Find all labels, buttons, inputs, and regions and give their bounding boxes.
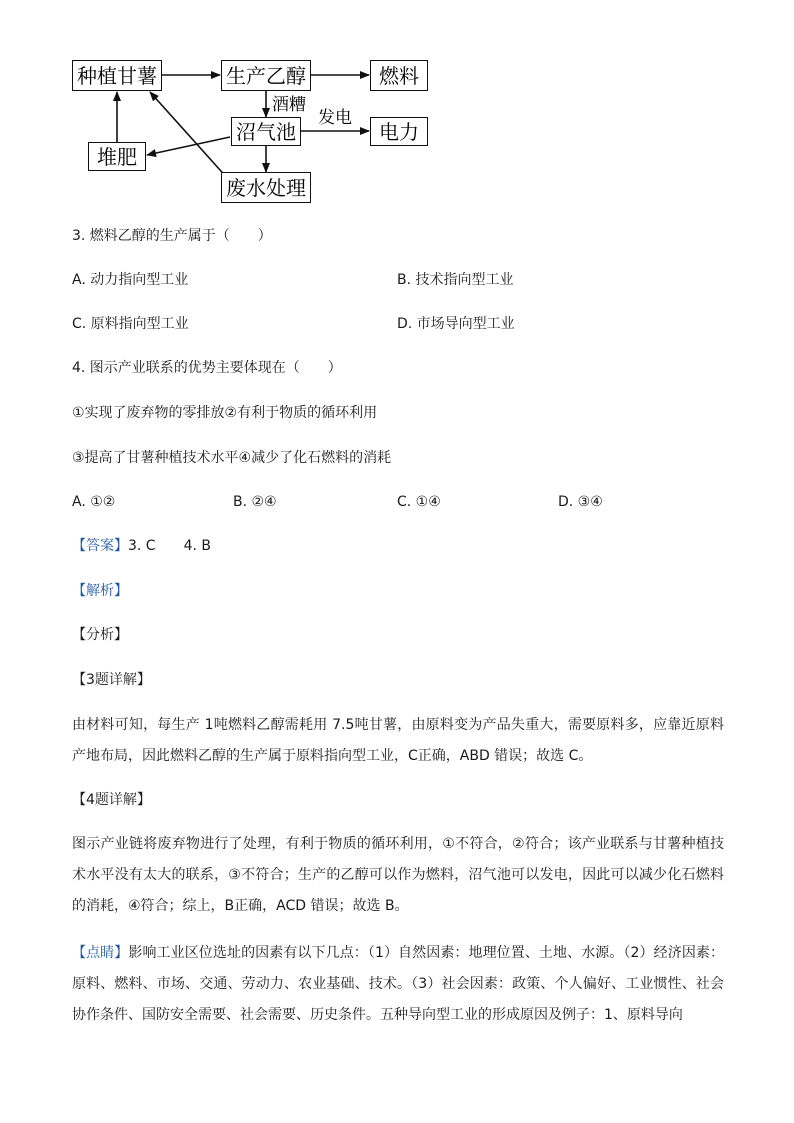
detail-3-text: 由材料可知，每生产 1吨燃料乙醇需耗用 7.5吨甘薯，由原料变为产品失重大，需要原料多，应靠近原料产地布局，因此燃料乙醇的生产属于原料指向型工业，C正确，ABD 错误；故选 C。 bbox=[72, 717, 724, 764]
q4-option-d: D. ③④ bbox=[558, 494, 603, 510]
question-4-stem: 4. 图示产业联系的优势主要体现在（ ） bbox=[72, 360, 342, 376]
q4-option-a: A. ①② bbox=[72, 494, 116, 510]
q4-statement-line-2: ③提高了甘薯种植技术水平④减少了化石燃料的消耗 bbox=[72, 450, 392, 466]
answer-tag: 【答案】 bbox=[72, 538, 128, 554]
q3-option-d: D. 市场导向型工业 bbox=[397, 316, 515, 332]
q4-option-c: C. ①④ bbox=[397, 494, 441, 510]
tips-paragraph bbox=[72, 938, 724, 1031]
node-biogas-pit: 沼气池 bbox=[231, 117, 301, 146]
node-compost: 堆肥 bbox=[88, 142, 146, 171]
node-electricity: 电力 bbox=[370, 117, 428, 146]
q3-option-a: A. 动力指向型工业 bbox=[72, 272, 189, 288]
fenxi-tag: 【分析】 bbox=[72, 627, 128, 643]
label-generate-power: 发电 bbox=[318, 108, 352, 128]
node-plant-sweet-potato: 种植甘薯 bbox=[72, 60, 162, 91]
node-wastewater-treatment: 废水处理 bbox=[221, 172, 311, 203]
industry-chain-diagram bbox=[0, 0, 794, 215]
question-3-stem: 3. 燃料乙醇的生产属于（ ） bbox=[72, 228, 272, 244]
node-produce-ethanol: 生产乙醇 bbox=[221, 60, 311, 91]
analysis-tag: 【解析】 bbox=[72, 583, 128, 599]
tips-tag: 【点睛】 bbox=[72, 945, 129, 961]
label-distillers-grains: 酒糟 bbox=[272, 95, 306, 115]
tips-text: 影响工业区位选址的因素有以下几点：（1）自然因素：地理位置、土地、水源。（2）经济因素：原料、燃料、市场、交通、劳动力、农业基础、技术。（3）社会因素：政策、个人偏好、工业惯性、社会协作条件、国防安全需要、社会需要、历史条件。五种导向型工业的形成原因及例子：1、原料导向 bbox=[72, 945, 725, 1023]
arrow-biogas-to-compost bbox=[147, 137, 230, 155]
q4-option-b: B. ②④ bbox=[233, 494, 277, 510]
detail-3-tag: 【3题详解】 bbox=[72, 672, 151, 688]
detail-4-tag: 【4题详解】 bbox=[72, 792, 151, 808]
answer-text: 3. C 4. B bbox=[128, 538, 211, 554]
diagram-arrows bbox=[0, 0, 794, 215]
detail-4-text: 图示产业链将废弃物进行了处理，有利于物质的循环利用，①不符合，②符合；该产业联系与甘薯种植技术水平没有太大的联系，③不符合；生产的乙醇可以作为燃料，沼气池可以发电，因此可以减少化石燃料的消耗，④符合；综上，B正确，ACD 错误；故选 B。 bbox=[72, 836, 724, 914]
q3-option-c: C. 原料指向型工业 bbox=[72, 316, 189, 332]
arrow-wastewater-to-plant bbox=[150, 92, 229, 180]
node-fuel: 燃料 bbox=[370, 60, 428, 91]
answer-line bbox=[72, 539, 211, 553]
q3-option-b: B. 技术指向型工业 bbox=[397, 272, 514, 288]
q4-statement-line-1: ①实现了废弃物的零排放②有利于物质的循环利用 bbox=[72, 405, 378, 421]
